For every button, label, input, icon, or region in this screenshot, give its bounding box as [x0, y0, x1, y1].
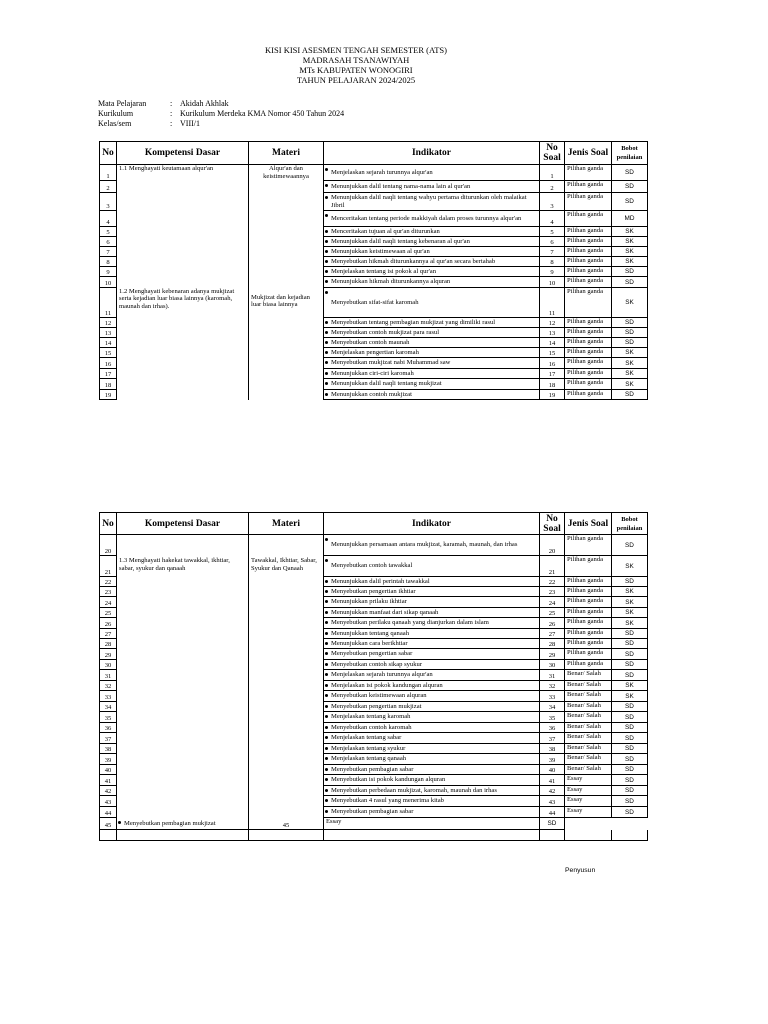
row-number: 45: [100, 818, 117, 830]
jenis-soal-cell: Pilihan ganda: [565, 358, 612, 369]
indikator-cell: Menjelaskan tentang qanaah: [324, 754, 540, 765]
kisi-table-1: [99, 141, 648, 400]
no-soal-cell: 32: [540, 681, 565, 691]
no-soal-cell: 38: [540, 744, 565, 754]
col-indikator: Indikator: [324, 142, 540, 165]
jenis-soal-cell: Pilihan ganda: [565, 556, 612, 577]
no-soal-cell: 40: [540, 765, 565, 775]
indikator-cell: Menyebutkan pengertian sabar: [324, 649, 540, 660]
table-row: [100, 818, 648, 830]
row-number: 1: [100, 165, 117, 181]
row-number: 44: [100, 807, 117, 818]
jenis-soal-cell: Benar/ Salah: [565, 691, 612, 702]
indikator-cell: Menyebutkan pembagian sabar: [324, 807, 540, 818]
col-materi: Materi: [249, 142, 324, 165]
no-soal-cell: 43: [540, 796, 565, 807]
indikator-cell: Menyebutkan keistimewaan alquran: [324, 691, 540, 702]
indikator-cell: Menyebutkan pembagian sabar: [324, 765, 540, 775]
jenis-soal-cell: Benar/ Salah: [565, 702, 612, 712]
bobot-cell: SK: [612, 348, 648, 358]
jenis-soal-cell: Benar/ Salah: [565, 681, 612, 691]
no-soal-cell: 35: [540, 712, 565, 723]
no-soal-cell: 6: [540, 237, 565, 247]
bobot-cell: SK: [612, 556, 648, 577]
jenis-soal-cell: Pilihan ganda: [565, 660, 612, 670]
bobot-cell: SK: [612, 597, 648, 608]
jenis-soal-cell: Essay: [565, 775, 612, 786]
row-number: 14: [100, 338, 117, 348]
header-year: TAHUN PELAJARAN 2024/2025: [296, 75, 416, 85]
no-soal-cell: 14: [540, 338, 565, 348]
empty-cell: [249, 830, 324, 841]
kompetensi-dasar-cell: 1.2 Menghayati kebenaran adanya mukjizat serta kejadian luar biasa lainnya (karomah, maunah dan irhas).: [117, 288, 249, 400]
bobot-cell: SK: [612, 358, 648, 369]
indikator-cell: Menyebutkan contoh mukjizat para rasul: [324, 328, 540, 338]
no-soal-cell: 12: [540, 318, 565, 328]
bobot-cell: SK: [612, 379, 648, 390]
document-meta: [98, 99, 344, 129]
jenis-soal-cell: Pilihan ganda: [565, 181, 612, 193]
bobot-cell: SD: [612, 338, 648, 348]
row-number: 33: [100, 691, 117, 702]
row-number: 4: [100, 211, 117, 227]
header-title: KISI KISI ASESMEN TENGAH SEMESTER (ATS): [265, 45, 447, 55]
indikator-cell: Menyebutkan sifat-sifat karomah: [324, 288, 540, 318]
row-number: 6: [100, 237, 117, 247]
indikator-cell: Menjelaskan sejarah turunnya alqur'an: [324, 165, 540, 181]
no-soal-cell: 42: [540, 786, 565, 796]
no-soal-cell: 27: [540, 629, 565, 639]
indikator-cell: Menceritakan tujuan al qur'an diturunkan: [324, 227, 540, 237]
indikator-cell: Menunjukkan dalil naqli tentang kebenaran al qur'an: [324, 237, 540, 247]
jenis-soal-cell: Essay: [565, 807, 612, 818]
indikator-cell: Menunjukkan persamaan antara mukjizat, karamah, maunah, dan irhas: [324, 535, 540, 556]
indikator-cell: Menyebutkan perbedaan mukjizat, karomah, maunah dan irhas: [324, 786, 540, 796]
bobot-cell: SD: [612, 318, 648, 328]
bobot-cell: SD: [612, 712, 648, 723]
indikator-cell: Menyebutkan contoh maunah: [324, 338, 540, 348]
jenis-soal-cell: Pilihan ganda: [565, 338, 612, 348]
row-number: 12: [100, 318, 117, 328]
no-soal-cell: 3: [540, 193, 565, 211]
bobot-cell: SD: [612, 796, 648, 807]
jenis-soal-cell: Essay: [565, 786, 612, 796]
bobot-cell: SD: [612, 193, 648, 211]
row-number: 5: [100, 227, 117, 237]
jenis-soal-cell: Pilihan ganda: [565, 193, 612, 211]
row-number: 37: [100, 733, 117, 744]
no-soal-cell: 11: [540, 288, 565, 318]
bobot-cell: SD: [612, 535, 648, 556]
no-soal-cell: 22: [540, 577, 565, 587]
bobot-cell: SK: [612, 369, 648, 379]
table-row-empty: [100, 830, 648, 841]
no-soal-cell: 2: [540, 181, 565, 193]
row-number: 30: [100, 660, 117, 670]
bobot-cell: SD: [612, 649, 648, 660]
jenis-soal-cell: Benar/ Salah: [565, 733, 612, 744]
jenis-soal-cell: Pilihan ganda: [565, 247, 612, 257]
row-number: 28: [100, 639, 117, 649]
meta-class: Kelas/sem : VIII/1: [98, 119, 200, 128]
bobot-cell: SK: [612, 587, 648, 597]
row-number: 7: [100, 247, 117, 257]
jenis-soal-cell: Essay: [565, 796, 612, 807]
no-soal-cell: 28: [540, 639, 565, 649]
no-soal-cell: 25: [540, 608, 565, 618]
empty-cell: [100, 830, 117, 841]
indikator-cell: Menjelaskan tentang isi pokok al qur'an: [324, 267, 540, 277]
empty-cell: [612, 830, 648, 841]
no-soal-cell: 33: [540, 691, 565, 702]
table-header-row: [100, 142, 648, 165]
row-number: 15: [100, 348, 117, 358]
no-soal-cell: 15: [540, 348, 565, 358]
row-number: 26: [100, 618, 117, 629]
indikator-cell: Menunjukkan ciri-ciri karomah: [324, 369, 540, 379]
bobot-cell: SD: [612, 723, 648, 733]
empty-cell: [324, 830, 540, 841]
bobot-cell: SD: [540, 818, 565, 830]
no-soal-cell: 8: [540, 257, 565, 267]
document-header: [0, 45, 712, 85]
row-number: 24: [100, 597, 117, 608]
row-number: 38: [100, 744, 117, 754]
jenis-soal-cell: Benar/ Salah: [565, 765, 612, 775]
jenis-soal-cell: Benar/ Salah: [565, 670, 612, 681]
indikator-cell: Menunjukkan manfaat dari sikap qanaah: [324, 608, 540, 618]
row-number: 35: [100, 712, 117, 723]
no-soal-cell: 37: [540, 733, 565, 744]
no-soal-cell: 9: [540, 267, 565, 277]
row-number: 41: [100, 775, 117, 786]
no-soal-cell: 5: [540, 227, 565, 237]
jenis-soal-cell: Pilihan ganda: [565, 577, 612, 587]
bobot-cell: SD: [612, 775, 648, 786]
jenis-soal-cell: Pilihan ganda: [565, 267, 612, 277]
empty-cell: [565, 830, 612, 841]
indikator-cell: Menunjukkan dalil naqli tentang mukjizat: [324, 379, 540, 390]
jenis-soal-cell: Pilihan ganda: [565, 348, 612, 358]
row-number: 39: [100, 754, 117, 765]
no-soal-cell: 10: [540, 277, 565, 288]
row-number: 32: [100, 681, 117, 691]
indikator-cell: Menyebutkan contoh karomah: [324, 723, 540, 733]
row-number: 29: [100, 649, 117, 660]
jenis-soal-cell: Pilihan ganda: [565, 535, 612, 556]
no-soal-cell: 44: [540, 807, 565, 818]
jenis-soal-cell: Pilihan ganda: [565, 369, 612, 379]
row-number: 13: [100, 328, 117, 338]
bobot-cell: SK: [612, 288, 648, 318]
jenis-soal-cell: Pilihan ganda: [565, 390, 612, 400]
indikator-cell: Menyebutkan tentang pembagian mukjizat yang dimiliki rasul: [324, 318, 540, 328]
jenis-soal-cell: Pilihan ganda: [565, 328, 612, 338]
row-number: 43: [100, 796, 117, 807]
row-number: 10: [100, 277, 117, 288]
no-soal-cell: 26: [540, 618, 565, 629]
col-no-soal: No Soal: [540, 513, 565, 535]
row-number: 19: [100, 390, 117, 400]
bobot-cell: SD: [612, 670, 648, 681]
row-number: 21: [100, 556, 117, 577]
jenis-soal-cell: Pilihan ganda: [565, 165, 612, 181]
jenis-soal-cell: Pilihan ganda: [565, 288, 612, 318]
indikator-cell: Menjelaskan sejarah turunnya alqur'an: [324, 670, 540, 681]
indikator-cell: Menyebutkan hikmah diturunkannya al qur'an secara bertahab: [324, 257, 540, 267]
indikator-cell: Menyebutkan contoh sikap syukur: [324, 660, 540, 670]
col-kd: Kompetensi Dasar: [117, 142, 249, 165]
row-number: 11: [100, 288, 117, 318]
no-soal-cell: 19: [540, 390, 565, 400]
col-materi: Materi: [249, 513, 324, 535]
jenis-soal-cell: Pilihan ganda: [565, 237, 612, 247]
bobot-cell: SD: [612, 754, 648, 765]
row-number: 40: [100, 765, 117, 775]
empty-cell: [117, 830, 249, 841]
jenis-soal-cell: Pilihan ganda: [565, 277, 612, 288]
kompetensi-dasar-cell: 1.3 Menghayati hakekat tawakkal, ikhtiar, sabar, syukur dan qanaah: [117, 535, 249, 818]
no-soal-cell: 39: [540, 754, 565, 765]
materi-cell: Tawakkal, Ikhtiar, Sabar, Syukur dan Qanaah: [249, 535, 324, 818]
bobot-cell: SK: [612, 608, 648, 618]
indikator-cell: Menyebutkan pengertian mukjizat: [324, 702, 540, 712]
indikator-cell: Menunjukkan tentang qanaah: [324, 629, 540, 639]
indikator-cell: Menunjukkan dalil tentang nama-nama lain al qur'an: [324, 181, 540, 193]
col-kd: Kompetensi Dasar: [117, 513, 249, 535]
jenis-soal-cell: Benar/ Salah: [565, 723, 612, 733]
bobot-cell: SK: [612, 691, 648, 702]
bobot-cell: SK: [612, 257, 648, 267]
indikator-cell: Menunjukkan cara berikhtiar: [324, 639, 540, 649]
no-soal-cell: 4: [540, 211, 565, 227]
no-soal-cell: 18: [540, 379, 565, 390]
jenis-soal-cell: Pilihan ganda: [565, 227, 612, 237]
bobot-cell: SD: [612, 786, 648, 796]
jenis-soal-cell: Benar/ Salah: [565, 754, 612, 765]
no-soal-cell: 13: [540, 328, 565, 338]
bobot-cell: SD: [612, 267, 648, 277]
jenis-soal-cell: Pilihan ganda: [565, 257, 612, 267]
jenis-soal-cell: Pilihan ganda: [565, 639, 612, 649]
bobot-cell: SD: [612, 639, 648, 649]
bobot-cell: SD: [612, 328, 648, 338]
indikator-cell: Menjelaskan tentang karomah: [324, 712, 540, 723]
indikator-cell: Menjelaskan isi pokok kandungan alquran: [324, 681, 540, 691]
col-no-soal: No Soal: [540, 142, 565, 165]
jenis-soal-cell: Pilihan ganda: [565, 629, 612, 639]
indikator-cell: Menyebutkan isi pokok kandungan alquran: [324, 775, 540, 786]
bobot-cell: SD: [612, 277, 648, 288]
jenis-soal-cell: Pilihan ganda: [565, 649, 612, 660]
indikator-cell: Menunjukkan contoh mukjizat: [324, 390, 540, 400]
indikator-cell: Menceritakan tentang periode makkiyah dalam proses turunnya alqur'an: [324, 211, 540, 227]
table-row: [100, 535, 648, 556]
indikator-cell: Menunjukkan prilaku ikhtiar: [324, 597, 540, 608]
row-number: 2: [100, 181, 117, 193]
jenis-soal-cell: Pilihan ganda: [565, 318, 612, 328]
bobot-cell: SK: [612, 237, 648, 247]
row-number: 31: [100, 670, 117, 681]
no-soal-cell: 1: [540, 165, 565, 181]
col-jenis-soal: Jenis Soal: [565, 142, 612, 165]
no-soal-cell: 30: [540, 660, 565, 670]
bobot-cell: SD: [612, 181, 648, 193]
row-number: 34: [100, 702, 117, 712]
row-number: 18: [100, 379, 117, 390]
materi-cell: Mukjizat dan kejadian luar biasa lainnya: [249, 288, 324, 400]
col-bobot: Bobot penilaian: [612, 513, 648, 535]
indikator-cell: Menyebutkan mukjizat nabi Muhammad saw: [324, 358, 540, 369]
col-no: No: [100, 513, 117, 535]
jenis-soal-cell: Pilihan ganda: [565, 597, 612, 608]
materi-cell: Alqur'an dan keistimewaannya: [249, 165, 324, 288]
no-soal-cell: 17: [540, 369, 565, 379]
row-number: 36: [100, 723, 117, 733]
indikator-cell: Menunjukkan dalil perintah tawakkal: [324, 577, 540, 587]
no-soal-cell: 29: [540, 649, 565, 660]
indikator-cell: Menjelaskan tentang sabar: [324, 733, 540, 744]
row-number: 3: [100, 193, 117, 211]
row-number: 9: [100, 267, 117, 277]
no-soal-cell: 16: [540, 358, 565, 369]
no-soal-cell: 45: [249, 818, 324, 830]
bobot-cell: SD: [612, 744, 648, 754]
table-row: [100, 288, 648, 318]
indikator-cell: Menunjukkan keistimewaan al qur'an: [324, 247, 540, 257]
no-soal-cell: 24: [540, 597, 565, 608]
bobot-cell: SD: [612, 165, 648, 181]
row-number: 8: [100, 257, 117, 267]
bobot-cell: SD: [612, 807, 648, 818]
jenis-soal-cell: Essay: [324, 818, 540, 830]
row-number: 25: [100, 608, 117, 618]
bobot-cell: SD: [612, 733, 648, 744]
kompetensi-dasar-cell: 1.1 Menghayati keutamaan alqur'an: [117, 165, 249, 288]
bobot-cell: SK: [612, 247, 648, 257]
no-soal-cell: 23: [540, 587, 565, 597]
row-number: 27: [100, 629, 117, 639]
jenis-soal-cell: Benar/ Salah: [565, 712, 612, 723]
bobot-cell: SD: [612, 390, 648, 400]
row-number: 22: [100, 577, 117, 587]
col-jenis-soal: Jenis Soal: [565, 513, 612, 535]
indikator-cell: Menyebutkan 4 rasul yang menerima kitab: [324, 796, 540, 807]
no-soal-cell: 21: [540, 556, 565, 577]
bobot-cell: SD: [612, 629, 648, 639]
jenis-soal-cell: Benar/ Salah: [565, 744, 612, 754]
no-soal-cell: 41: [540, 775, 565, 786]
bobot-cell: SD: [612, 660, 648, 670]
no-soal-cell: 31: [540, 670, 565, 681]
jenis-soal-cell: Pilihan ganda: [565, 379, 612, 390]
indikator-cell: Menjelaskan tentang syukur: [324, 744, 540, 754]
table-header-row: [100, 513, 648, 535]
no-soal-cell: 34: [540, 702, 565, 712]
indikator-cell: Menunjukkan hikmah diturunkannya alquran: [324, 277, 540, 288]
jenis-soal-cell: Pilihan ganda: [565, 618, 612, 629]
row-number: 23: [100, 587, 117, 597]
kisi-table-2: [99, 512, 648, 841]
header-school: MADRASAH TSANAWIYAH: [302, 55, 410, 65]
row-number: 16: [100, 358, 117, 369]
header-region: MTs KABUPATEN WONOGIRI: [299, 65, 413, 75]
jenis-soal-cell: Pilihan ganda: [565, 587, 612, 597]
meta-curriculum: Kurikulum : Kurikulum Merdeka KMA Nomor 450 Tahun 2024: [98, 109, 345, 118]
no-soal-cell: 20: [540, 535, 565, 556]
indikator-cell: Menyebutkan perilaku qanaah yang dianjurkan dalam islam: [324, 618, 540, 629]
penyusun-label: Penyusun: [565, 867, 596, 874]
bobot-cell: SK: [612, 227, 648, 237]
bobot-cell: SD: [612, 765, 648, 775]
bobot-cell: SD: [612, 702, 648, 712]
bobot-cell: SD: [612, 577, 648, 587]
col-bobot: Bobot penilaian: [612, 142, 648, 165]
no-soal-cell: 36: [540, 723, 565, 733]
jenis-soal-cell: Pilihan ganda: [565, 211, 612, 227]
empty-cell: [540, 830, 565, 841]
bobot-cell: SK: [612, 681, 648, 691]
table-row: [100, 165, 648, 181]
row-number: 20: [100, 535, 117, 556]
col-indikator: Indikator: [324, 513, 540, 535]
meta-subject: Mata Pelajaran : Akidah Akhlak: [98, 99, 229, 108]
indikator-cell: Menyebutkan contoh tawakkal: [324, 556, 540, 577]
indikator-cell: Menyebutkan pembagian mukjizat: [117, 818, 249, 830]
col-no: No: [100, 142, 117, 165]
indikator-cell: Menunjukkan dalil naqli tentang wahyu pertama diturunkan oleh malaikat Jibril: [324, 193, 540, 211]
jenis-soal-cell: Pilihan ganda: [565, 608, 612, 618]
row-number: 17: [100, 369, 117, 379]
no-soal-cell: 7: [540, 247, 565, 257]
indikator-cell: Menjelaskan pengertian karomah: [324, 348, 540, 358]
bobot-cell: SK: [612, 618, 648, 629]
row-number: 42: [100, 786, 117, 796]
bobot-cell: MD: [612, 211, 648, 227]
indikator-cell: Menyebutkan pengertian ikhtiar: [324, 587, 540, 597]
